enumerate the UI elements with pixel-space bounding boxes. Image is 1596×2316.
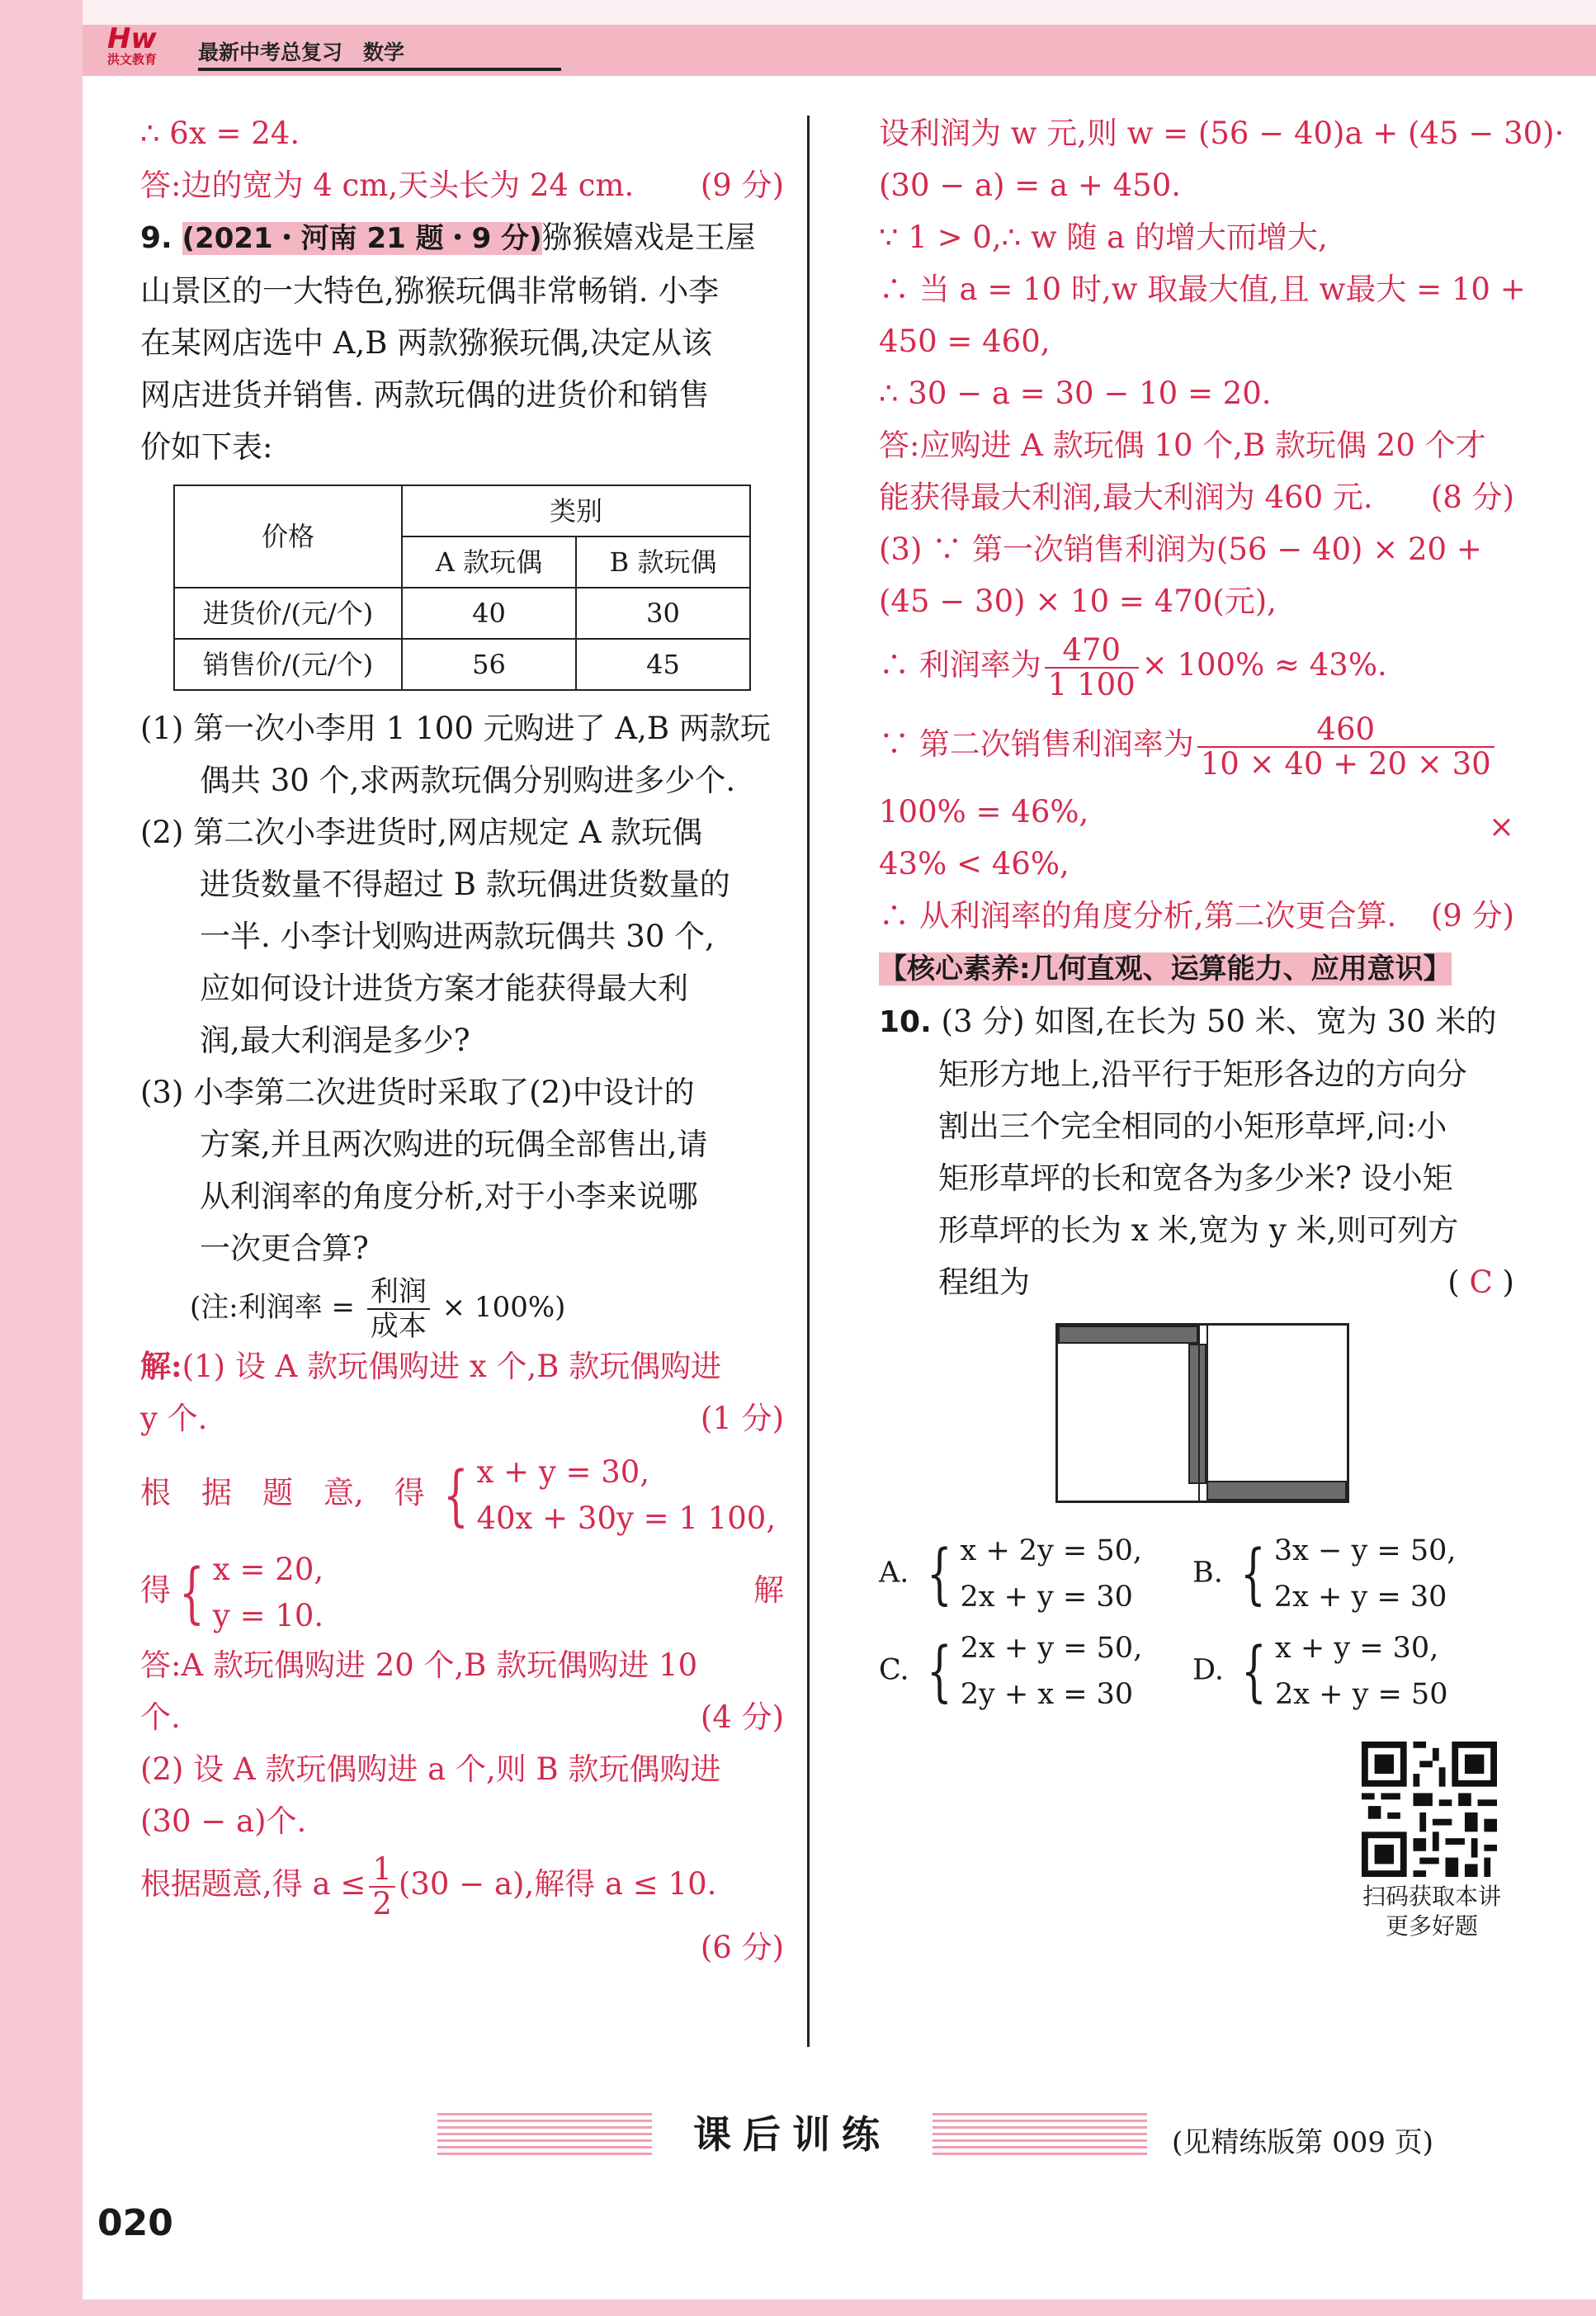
solution-line: 设利润为 w 元,则 w = (56 − 40)a + (45 − 30)· <box>879 116 1565 151</box>
equation-system <box>476 1449 776 1542</box>
result-system-line <box>140 1542 784 1639</box>
brace-icon: { <box>179 1553 205 1631</box>
solution-line: (2) 设 A 款玩偶购进 a 个,则 B 款玩偶购进 <box>140 1751 721 1787</box>
option-label: D. <box>1192 1653 1224 1687</box>
part-3: 方案,并且两次购进的玩偶全部售出,请 <box>200 1127 708 1162</box>
part-3: (3) 小李第二次进货时采取了(2)中设计的 <box>140 1075 695 1110</box>
question-number: 9. <box>140 221 172 255</box>
table-col-a: A 款玩偶 <box>402 536 576 588</box>
numerator: 1 <box>369 1853 395 1888</box>
solution-text: 得 <box>140 1572 171 1608</box>
solution-line: 答:A 款玩偶购进 20 个,B 款玩偶购进 10 <box>140 1647 698 1683</box>
solution-line <box>140 1392 784 1444</box>
note-fraction <box>367 1275 430 1343</box>
answer-options <box>879 1528 1514 1723</box>
answer-text: 答:边的宽为 4 cm,天头长为 24 cm. <box>140 168 635 203</box>
solution-text: 解 <box>753 1572 784 1608</box>
figure-line <box>1058 1326 1200 1501</box>
solution-line <box>140 1847 784 1921</box>
numerator: 利润 <box>367 1275 430 1310</box>
solution-line: ∴ 当 a = 10 时,w 取最大值,且 w最大 = 10 + <box>879 272 1526 307</box>
question-9-header <box>140 211 784 265</box>
score: (6 分) <box>700 1930 784 1965</box>
solution-text: y 个. <box>140 1401 208 1436</box>
banner-stripes <box>437 2113 652 2156</box>
price-table <box>173 484 751 691</box>
question-text: 价如下表: <box>140 429 273 465</box>
solution-text: ∴ 从利润率的角度分析,第二次更合算. <box>879 898 1397 933</box>
option-label: C. <box>879 1653 909 1687</box>
qr-code-icon[interactable] <box>1362 1742 1497 1877</box>
source-tag: (2021・河南 21 题・9 分) <box>182 222 542 255</box>
solution-line: ∴ 6x = 24. <box>140 116 300 151</box>
option-system <box>1275 1625 1447 1718</box>
equation: 2y + x = 30 <box>960 1678 1134 1711</box>
qr-caption-line: 扫码获取本讲 <box>1362 1883 1501 1910</box>
part-2: 进货数量不得超过 B 款玩偶进货数量的 <box>200 867 730 902</box>
question-text: 割出三个完全相同的小矩形草坪,问:小 <box>938 1108 1447 1144</box>
equation: x = 20, <box>212 1551 324 1587</box>
solution-text: ∴ 利润率为 <box>879 647 1041 683</box>
figure-line <box>1206 1326 1208 1501</box>
small-rectangle-bottom <box>1206 1481 1347 1501</box>
header-rule <box>198 68 561 71</box>
rate-fraction <box>1045 631 1139 702</box>
row-label: 销售价/(元/个) <box>174 639 402 690</box>
table-corner: 价格 <box>174 485 402 588</box>
solution-line: 450 = 460, <box>879 324 1051 359</box>
core-literacy-label: 【核心素养:几何直观、运算能力、应用意识】 <box>879 952 1452 985</box>
solution-line <box>879 471 1514 523</box>
header-title: 最新中考总复习 数学 <box>198 40 405 64</box>
solution-text: × 100% ≈ 43%. <box>1141 647 1387 683</box>
denominator: 成本 <box>370 1310 427 1343</box>
rate-fraction <box>1197 713 1494 781</box>
solution-line: (30 − a)个. <box>140 1803 307 1839</box>
cell: 56 <box>402 639 576 690</box>
part-2: (2) 第二次小李进货时,网店规定 A 款玩偶 <box>140 815 703 850</box>
denominator: 2 <box>372 1885 392 1921</box>
part-2: 一半. 小李计划购进两款玩偶共 30 个, <box>200 919 715 954</box>
question-text: 在某网店选中 A,B 两款猕猴玩偶,决定从该 <box>140 325 712 361</box>
qr-caption <box>1337 1882 1527 1941</box>
solution-text: (1) 设 A 款玩偶购进 x 个,B 款玩偶购进 <box>182 1349 722 1384</box>
solution-line: (45 − 30) × 10 = 470(元), <box>879 584 1277 619</box>
side-strip <box>0 0 83 2316</box>
solution-line <box>879 890 1514 942</box>
numerator: 460 <box>1197 713 1494 748</box>
solution-line: ∴ 30 − a = 30 − 10 = 20. <box>879 376 1272 411</box>
page-number: 020 <box>97 2202 173 2244</box>
question-text: (3 分) 如图,在长为 50 米、宽为 30 米的 <box>941 1004 1497 1039</box>
brace-icon: { <box>926 1633 952 1709</box>
publisher-logo <box>107 22 158 67</box>
solution-line: 答:应购进 A 款玩偶 10 个,B 款玩偶 20 个才 <box>879 428 1486 463</box>
solution-text: × <box>1488 809 1514 844</box>
solution-text: ∵ 第二次销售利润率为 <box>879 726 1194 762</box>
equation: x + 2y = 50, <box>960 1534 1143 1567</box>
option-d[interactable] <box>1192 1625 1506 1718</box>
solution-text: 个. <box>140 1699 181 1735</box>
brace-icon: { <box>1240 1535 1266 1612</box>
solution-line: (3) ∵ 第一次销售利润为(56 − 40) × 20 + <box>879 532 1482 567</box>
part-3: 从利润率的角度分析,对于小李来说哪 <box>200 1179 698 1214</box>
solution-line <box>140 159 784 211</box>
answer-choice: C <box>1469 1264 1493 1300</box>
equation: 3x − y = 50, <box>1273 1534 1457 1567</box>
question-text <box>879 1256 1514 1308</box>
option-system <box>1274 1528 1457 1620</box>
score: (4 分) <box>700 1699 784 1735</box>
table-row <box>174 588 750 639</box>
banner-stripes <box>933 2113 1147 2156</box>
question-number: 10. <box>879 1005 932 1039</box>
solution-text: 根 据 题 意, 得 <box>140 1475 425 1510</box>
solution-text: (30 − a),解得 a ≤ 10. <box>398 1866 717 1902</box>
brace-icon: { <box>442 1456 469 1534</box>
question-text: 猕猴嬉戏是王屋 <box>541 220 756 255</box>
option-label: B. <box>1192 1556 1223 1590</box>
option-c[interactable] <box>879 1625 1192 1718</box>
part-2: 应如何设计进货方案才能获得最大利 <box>200 971 688 1006</box>
note-text: (注:利润率 = <box>190 1291 356 1324</box>
logo-subtitle: 洪文教育 <box>107 52 158 67</box>
row-label: 进货价/(元/个) <box>174 588 402 639</box>
profit-rate-note <box>140 1274 784 1343</box>
numerator: 470 <box>1045 634 1139 669</box>
table-group-header: 类别 <box>402 485 750 536</box>
result-system <box>213 1547 323 1639</box>
solution-line: 100% = 46%, <box>879 794 1089 830</box>
score: (9 分) <box>1430 898 1514 933</box>
column-divider <box>807 116 810 2047</box>
right-column <box>879 107 1565 1723</box>
solution-label: 解: <box>140 1348 182 1384</box>
qr-caption-line: 更多好题 <box>1385 1912 1478 1940</box>
option-system <box>960 1528 1142 1620</box>
solution-line: 43% < 46%, <box>879 846 1070 881</box>
equation: 2x + y = 50 <box>1275 1678 1448 1711</box>
part-2: 润,最大利润是多少? <box>200 1023 470 1058</box>
logo-mark: Hw <box>107 22 157 55</box>
brace-icon: { <box>1241 1633 1267 1709</box>
equation: x + y = 30, <box>1275 1632 1439 1665</box>
part-3: 一次更合算? <box>200 1231 369 1266</box>
question-text-last: 程组为 <box>938 1264 1030 1300</box>
solution-line <box>140 1691 784 1743</box>
cell: 45 <box>576 639 750 690</box>
note-text: × 100%) <box>441 1291 566 1324</box>
answer-bracket: ( C ) <box>1447 1264 1514 1300</box>
solution-line: (30 − a) = a + 450. <box>879 168 1182 203</box>
denominator: 1 100 <box>1047 666 1136 702</box>
equation: 2x + y = 30 <box>1273 1581 1447 1614</box>
cell: 30 <box>576 588 750 639</box>
equation: 2x + y = 50, <box>960 1632 1143 1665</box>
equation: x + y = 30, <box>476 1453 650 1490</box>
equation: 40x + 30y = 1 100, <box>476 1500 777 1536</box>
question-text: 形草坪的长为 x 米,宽为 y 米,则可列方 <box>938 1212 1459 1248</box>
cell: 40 <box>402 588 576 639</box>
score: (9 分) <box>700 168 784 203</box>
practice-reference: (见精练版第 009 页) <box>1172 2126 1434 2159</box>
option-system <box>961 1625 1143 1718</box>
part-1: 偶共 30 个,求两款玩偶分别购进多少个. <box>200 763 736 798</box>
table-row <box>174 639 750 690</box>
question-text: 网店进货并销售. 两款玩偶的进货价和销售 <box>140 377 710 413</box>
table-col-b: B 款玩偶 <box>576 536 750 588</box>
after-class-banner <box>437 2113 1147 2156</box>
banner-title: 课后训练 <box>693 2112 891 2157</box>
half-fraction <box>369 1850 395 1921</box>
question-text: 矩形方地上,沿平行于矩形各边的方向分 <box>938 1056 1467 1092</box>
question-text: 山景区的一大特色,猕猴玩偶非常畅销. 小李 <box>140 273 720 309</box>
brace-icon: { <box>926 1535 952 1612</box>
equation: y = 10. <box>212 1597 324 1633</box>
question-10-header <box>879 995 1514 1048</box>
solution-line: ∵ 1 > 0,∴ w 随 a 的增大而增大, <box>879 220 1328 255</box>
option-a[interactable] <box>879 1528 1192 1620</box>
rectangle-figure <box>1055 1323 1349 1503</box>
left-column <box>140 107 784 1973</box>
question-text: 矩形草坪的长和宽各为多少米? 设小矩 <box>938 1160 1453 1196</box>
solution-line <box>879 627 1514 703</box>
solution-line <box>140 1340 784 1392</box>
part-1: (1) 第一次小李用 1 100 元购进了 A,B 两款玩 <box>140 711 771 746</box>
equation: 2x + y = 30 <box>960 1581 1133 1614</box>
score: (1 分) <box>700 1401 784 1436</box>
option-label: A. <box>879 1556 909 1590</box>
solution-text: 能获得最大利润,最大利润为 460 元. <box>879 480 1373 515</box>
solution-text: 根据题意,得 a ≤ <box>140 1866 366 1902</box>
option-b[interactable] <box>1192 1528 1506 1620</box>
score: (8 分) <box>1430 480 1514 515</box>
denominator: 10 × 40 + 20 × 30 <box>1200 745 1491 782</box>
core-literacy-tag <box>879 942 1514 995</box>
